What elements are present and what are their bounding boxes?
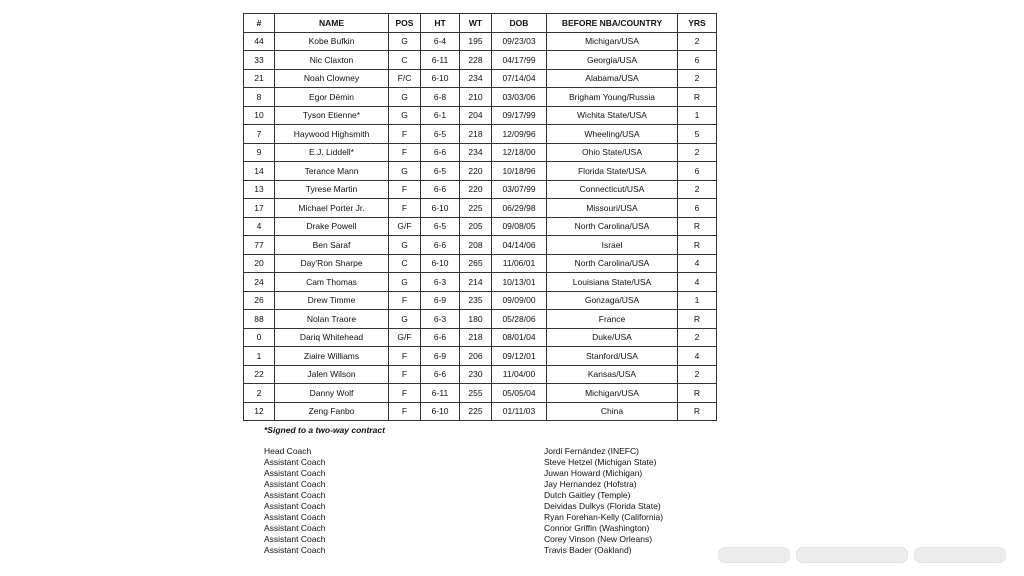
- table-cell: Michael Porter Jr.: [275, 199, 389, 218]
- table-cell: Alabama/USA: [547, 69, 678, 88]
- table-cell: 6: [678, 162, 717, 181]
- table-cell: 03/03/06: [492, 88, 547, 107]
- table-cell: F: [389, 199, 421, 218]
- table-cell: Noah Clowney: [275, 69, 389, 88]
- table-cell: Stanford/USA: [547, 347, 678, 366]
- table-cell: Zeng Fanbo: [275, 402, 389, 421]
- table-cell: 225: [460, 199, 492, 218]
- table-cell: 220: [460, 180, 492, 199]
- table-cell: G/F: [389, 328, 421, 347]
- staff-name: Jordi Fernández (INEFC): [544, 446, 639, 456]
- table-cell: G/F: [389, 217, 421, 236]
- table-cell: Michigan/USA: [547, 32, 678, 51]
- table-row: [244, 143, 717, 162]
- table-cell: North Carolina/USA: [547, 217, 678, 236]
- table-cell: 0: [244, 328, 275, 347]
- table-cell: 22: [244, 365, 275, 384]
- staff-name: Connor Griffin (Washington): [544, 523, 650, 533]
- table-row: [244, 180, 717, 199]
- table-cell: F: [389, 143, 421, 162]
- table-cell: 6-5: [421, 162, 460, 181]
- table-cell: 6-4: [421, 32, 460, 51]
- table-cell: Danny Wolf: [275, 384, 389, 403]
- table-row: [244, 106, 717, 125]
- table-row: [244, 236, 717, 255]
- table-cell: 6-10: [421, 254, 460, 273]
- staff-title: Assistant Coach: [264, 512, 326, 522]
- staff-title: Assistant Coach: [264, 534, 326, 544]
- faded-scroll-indicator: [718, 544, 1014, 566]
- table-cell: 5: [678, 125, 717, 144]
- table-cell: 11/04/00: [492, 365, 547, 384]
- table-cell: Kansas/USA: [547, 365, 678, 384]
- table-cell: 6-1: [421, 106, 460, 125]
- table-cell: 6-6: [421, 365, 460, 384]
- table-cell: 05/05/04: [492, 384, 547, 403]
- table-cell: 2: [678, 69, 717, 88]
- header-row: [244, 14, 717, 33]
- table-cell: G: [389, 310, 421, 329]
- table-cell: Duke/USA: [547, 328, 678, 347]
- table-cell: R: [678, 236, 717, 255]
- table-cell: 06/29/98: [492, 199, 547, 218]
- table-cell: 2: [678, 365, 717, 384]
- table-cell: 10/18/96: [492, 162, 547, 181]
- table-cell: 4: [678, 347, 717, 366]
- faded-pill: [796, 547, 908, 563]
- table-cell: 08/01/04: [492, 328, 547, 347]
- table-row: [244, 217, 717, 236]
- table-cell: 01/11/03: [492, 402, 547, 421]
- table-cell: 6-10: [421, 69, 460, 88]
- staff-title: Assistant Coach: [264, 468, 326, 478]
- table-cell: 03/07/99: [492, 180, 547, 199]
- table-cell: 218: [460, 125, 492, 144]
- table-cell: R: [678, 310, 717, 329]
- column-header: POS: [389, 14, 421, 33]
- table-cell: 220: [460, 162, 492, 181]
- table-cell: 26: [244, 291, 275, 310]
- table-cell: Ben Saraf: [275, 236, 389, 255]
- table-cell: Drake Powell: [275, 217, 389, 236]
- staff-name: Steve Hetzel (Michigan State): [544, 457, 657, 467]
- table-cell: G: [389, 162, 421, 181]
- table-row: [244, 125, 717, 144]
- staff-name: Corey Vinson (New Orleans): [544, 534, 653, 544]
- column-header: YRS: [678, 14, 717, 33]
- table-cell: Georgia/USA: [547, 51, 678, 70]
- table-cell: Kobe Bufkin: [275, 32, 389, 51]
- table-cell: 255: [460, 384, 492, 403]
- staff-name: Dutch Gaitley (Temple): [544, 490, 631, 500]
- table-row: [244, 162, 717, 181]
- table-cell: C: [389, 254, 421, 273]
- table-cell: 24: [244, 273, 275, 292]
- roster-body: [244, 32, 717, 421]
- table-cell: Connecticut/USA: [547, 180, 678, 199]
- table-row: [244, 254, 717, 273]
- table-cell: 6: [678, 199, 717, 218]
- table-row: [244, 199, 717, 218]
- table-cell: Wichita State/USA: [547, 106, 678, 125]
- roster-table: [243, 13, 717, 421]
- table-cell: 2: [244, 384, 275, 403]
- table-cell: 6-9: [421, 291, 460, 310]
- table-cell: R: [678, 384, 717, 403]
- staff-titles-list: [264, 446, 325, 556]
- table-cell: Israel: [547, 236, 678, 255]
- table-cell: 6-5: [421, 125, 460, 144]
- table-cell: Brigham Young/Russia: [547, 88, 678, 107]
- table-cell: F: [389, 347, 421, 366]
- table-cell: 13: [244, 180, 275, 199]
- staff-name: Deividas Dulkys (Florida State): [544, 501, 661, 511]
- table-cell: 09/17/99: [492, 106, 547, 125]
- table-cell: Louisiana State/USA: [547, 273, 678, 292]
- staff-name: Juwan Howard (Michigan): [544, 468, 643, 478]
- table-cell: 6-9: [421, 347, 460, 366]
- staff-name: Ryan Forehan-Kelly (California): [544, 512, 664, 522]
- table-cell: 180: [460, 310, 492, 329]
- table-cell: C: [389, 51, 421, 70]
- table-cell: G: [389, 32, 421, 51]
- table-cell: 6-6: [421, 328, 460, 347]
- table-row: [244, 51, 717, 70]
- table-row: [244, 365, 717, 384]
- table-cell: 44: [244, 32, 275, 51]
- table-cell: 7: [244, 125, 275, 144]
- table-cell: 2: [678, 180, 717, 199]
- staff-name: Jay Hernandez (Hofstra): [544, 479, 637, 489]
- table-cell: Ohio State/USA: [547, 143, 678, 162]
- staff-title: Assistant Coach: [264, 479, 326, 489]
- table-cell: 4: [678, 254, 717, 273]
- table-cell: 12/18/00: [492, 143, 547, 162]
- table-cell: 10/13/01: [492, 273, 547, 292]
- table-cell: Florida State/USA: [547, 162, 678, 181]
- table-cell: Gonzaga/USA: [547, 291, 678, 310]
- table-cell: 6-6: [421, 236, 460, 255]
- table-row: [244, 347, 717, 366]
- table-cell: 206: [460, 347, 492, 366]
- staff-title: Head Coach: [264, 446, 312, 456]
- table-cell: 218: [460, 328, 492, 347]
- table-cell: 210: [460, 88, 492, 107]
- table-cell: Cam Thomas: [275, 273, 389, 292]
- table-cell: 6: [678, 51, 717, 70]
- table-cell: 1: [678, 291, 717, 310]
- table-cell: Nic Claxton: [275, 51, 389, 70]
- table-cell: 14: [244, 162, 275, 181]
- table-cell: 2: [678, 32, 717, 51]
- table-cell: F: [389, 402, 421, 421]
- table-cell: 4: [678, 273, 717, 292]
- table-cell: G: [389, 273, 421, 292]
- table-cell: 2: [678, 328, 717, 347]
- table-row: [244, 310, 717, 329]
- table-cell: 195: [460, 32, 492, 51]
- table-cell: 234: [460, 69, 492, 88]
- table-cell: G: [389, 106, 421, 125]
- table-cell: France: [547, 310, 678, 329]
- table-cell: 09/23/03: [492, 32, 547, 51]
- table-cell: F: [389, 180, 421, 199]
- table-cell: 21: [244, 69, 275, 88]
- table-cell: Terance Mann: [275, 162, 389, 181]
- column-header: #: [244, 14, 275, 33]
- table-row: [244, 291, 717, 310]
- table-cell: Wheeling/USA: [547, 125, 678, 144]
- table-cell: 6-3: [421, 273, 460, 292]
- table-cell: 04/14/06: [492, 236, 547, 255]
- table-cell: Tyson Etienne*: [275, 106, 389, 125]
- table-cell: 8: [244, 88, 275, 107]
- staff-names-list: [544, 446, 663, 556]
- table-cell: Missouri/USA: [547, 199, 678, 218]
- table-cell: 6-10: [421, 199, 460, 218]
- faded-pill: [914, 547, 1006, 563]
- table-row: [244, 32, 717, 51]
- table-row: [244, 402, 717, 421]
- table-cell: Jalen Wilson: [275, 365, 389, 384]
- staff-title: Assistant Coach: [264, 523, 326, 533]
- table-cell: F: [389, 291, 421, 310]
- table-row: [244, 69, 717, 88]
- table-cell: R: [678, 217, 717, 236]
- table-cell: North Carolina/USA: [547, 254, 678, 273]
- table-cell: 6-10: [421, 402, 460, 421]
- table-cell: 10: [244, 106, 275, 125]
- table-cell: Egor Dëmin: [275, 88, 389, 107]
- staff-title: Assistant Coach: [264, 457, 326, 467]
- column-header: WT: [460, 14, 492, 33]
- table-cell: 6-6: [421, 180, 460, 199]
- table-cell: 214: [460, 273, 492, 292]
- table-cell: Ziaire Williams: [275, 347, 389, 366]
- column-header: BEFORE NBA/COUNTRY: [547, 14, 678, 33]
- table-cell: 225: [460, 402, 492, 421]
- table-cell: Tyrese Martin: [275, 180, 389, 199]
- table-cell: Drew Timme: [275, 291, 389, 310]
- table-cell: 1: [244, 347, 275, 366]
- table-cell: 228: [460, 51, 492, 70]
- table-cell: 33: [244, 51, 275, 70]
- column-header: DOB: [492, 14, 547, 33]
- table-cell: Nolan Traore: [275, 310, 389, 329]
- column-header: HT: [421, 14, 460, 33]
- table-cell: 6-11: [421, 384, 460, 403]
- table-cell: 12: [244, 402, 275, 421]
- table-cell: 1: [678, 106, 717, 125]
- table-cell: 208: [460, 236, 492, 255]
- table-row: [244, 273, 717, 292]
- table-cell: 05/28/06: [492, 310, 547, 329]
- table-row: [244, 328, 717, 347]
- footnote: *Signed to a two-way contract: [264, 425, 385, 435]
- table-cell: 4: [244, 217, 275, 236]
- table-cell: 205: [460, 217, 492, 236]
- table-cell: 17: [244, 199, 275, 218]
- faded-pill: [718, 547, 790, 563]
- table-cell: 09/09/00: [492, 291, 547, 310]
- table-cell: 265: [460, 254, 492, 273]
- staff-title: Assistant Coach: [264, 545, 326, 555]
- table-cell: 9: [244, 143, 275, 162]
- table-cell: G: [389, 88, 421, 107]
- table-cell: 88: [244, 310, 275, 329]
- staff-name: Travis Bader (Oakland): [544, 545, 632, 555]
- table-cell: Haywood Highsmith: [275, 125, 389, 144]
- table-cell: 09/08/05: [492, 217, 547, 236]
- table-cell: 234: [460, 143, 492, 162]
- table-cell: Michigan/USA: [547, 384, 678, 403]
- table-row: [244, 88, 717, 107]
- table-cell: 6-6: [421, 143, 460, 162]
- table-cell: 04/17/99: [492, 51, 547, 70]
- column-header: NAME: [275, 14, 389, 33]
- table-cell: F: [389, 365, 421, 384]
- table-cell: 6-8: [421, 88, 460, 107]
- table-cell: F/C: [389, 69, 421, 88]
- table-cell: Day'Ron Sharpe: [275, 254, 389, 273]
- table-cell: 6-11: [421, 51, 460, 70]
- table-cell: F: [389, 125, 421, 144]
- table-cell: 6-3: [421, 310, 460, 329]
- table-cell: G: [389, 236, 421, 255]
- table-cell: 07/14/04: [492, 69, 547, 88]
- table-cell: Dariq Whitehead: [275, 328, 389, 347]
- staff-title: Assistant Coach: [264, 501, 326, 511]
- table-cell: China: [547, 402, 678, 421]
- staff-title: Assistant Coach: [264, 490, 326, 500]
- table-cell: 2: [678, 143, 717, 162]
- table-cell: 20: [244, 254, 275, 273]
- table-cell: E.J. Liddell*: [275, 143, 389, 162]
- table-cell: 09/12/01: [492, 347, 547, 366]
- table-cell: R: [678, 402, 717, 421]
- table-cell: F: [389, 384, 421, 403]
- table-cell: 11/06/01: [492, 254, 547, 273]
- table-cell: R: [678, 88, 717, 107]
- table-cell: 12/09/96: [492, 125, 547, 144]
- table-cell: 6-5: [421, 217, 460, 236]
- table-cell: 235: [460, 291, 492, 310]
- table-cell: 77: [244, 236, 275, 255]
- table-row: [244, 384, 717, 403]
- table-cell: 230: [460, 365, 492, 384]
- table-cell: 204: [460, 106, 492, 125]
